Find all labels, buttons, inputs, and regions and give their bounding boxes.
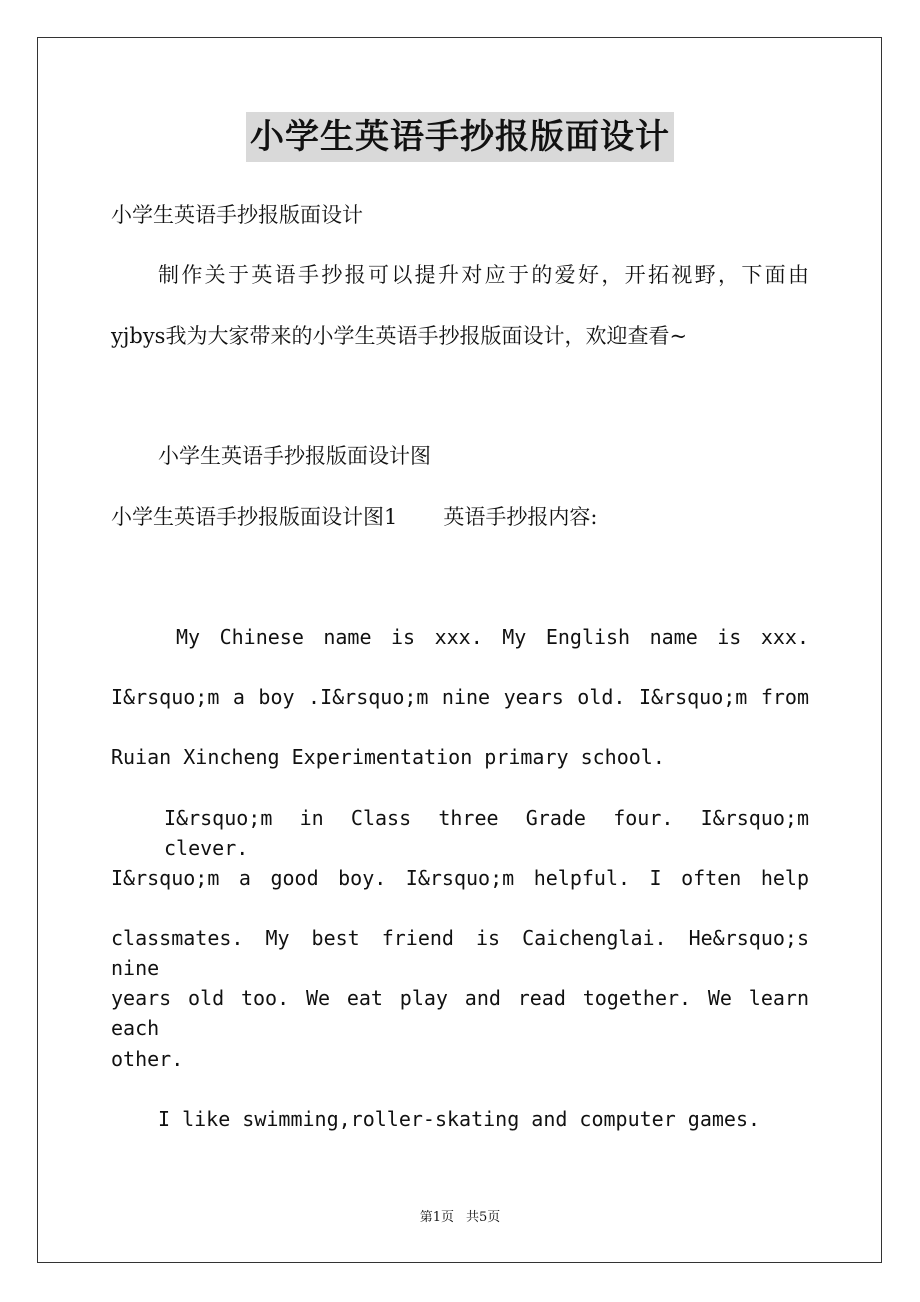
- para2-line-4: years old too. We eat play and read together. We learn each: [111, 986, 809, 1040]
- figure-caption-row: [111, 502, 809, 532]
- para2-line-2: I&rsquo;m a good boy. I&rsquo;m helpful. I often help: [111, 866, 809, 890]
- para1-line-1: My Chinese name is xxx. My English name is xxx.: [176, 625, 809, 649]
- subtitle: 小学生英语手抄报版面设计: [111, 203, 363, 227]
- section-heading: 小学生英语手抄报版面设计图: [158, 444, 431, 468]
- page-number: 第1页: [419, 1210, 454, 1225]
- para2-line-5: other.: [111, 1047, 184, 1071]
- document-title: 小学生英语手抄报版面设计: [246, 112, 674, 162]
- figure-caption: 小学生英语手抄报版面设计图1: [111, 505, 398, 529]
- intro-line-2-text: yjbys我为大家带来的小学生英语手抄报版面设计，欢迎查看~: [111, 324, 688, 348]
- content-label: 英语手抄报内容:: [443, 505, 598, 529]
- para1-line-3: Ruian Xincheng Experimentation primary school.: [111, 745, 665, 769]
- title-wrap: [0, 112, 920, 162]
- para3-line-1: I like swimming,roller-skating and computer games.: [158, 1107, 761, 1131]
- para2-line-3: classmates. My best friend is Caichenglai. He&rsquo;s nine: [111, 926, 809, 980]
- intro-line-1: 制作关于英语手抄报可以提升对应于的爱好，开拓视野，下面由: [158, 263, 809, 287]
- page-total: 共5页: [466, 1210, 501, 1225]
- intro-line-2: [111, 321, 809, 351]
- para2-line-1: I&rsquo;m in Class three Grade four. I&rsquo;m clever.: [164, 806, 809, 860]
- para1-line-2: I&rsquo;m a boy .I&rsquo;m nine years old. I&rsquo;m from: [111, 685, 809, 709]
- page-footer: [0, 1206, 920, 1225]
